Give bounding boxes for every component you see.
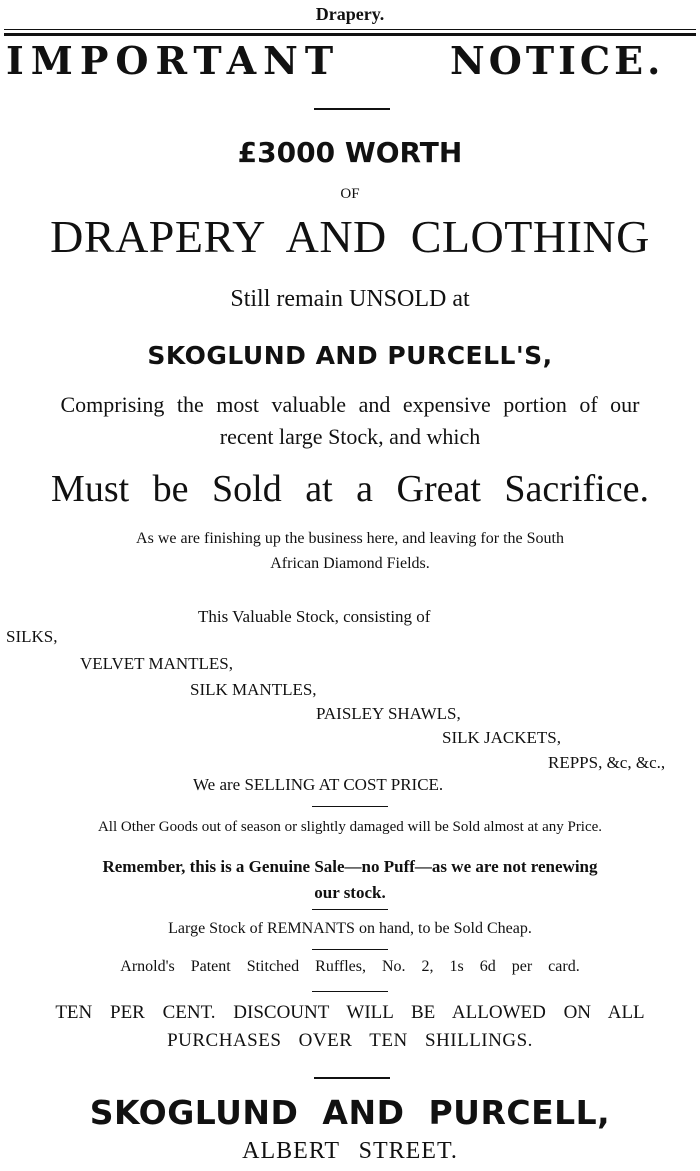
- valuable-text: This Valuable Stock, consisting of: [198, 607, 431, 626]
- top-rule-thick: [4, 33, 696, 36]
- item-repps: REPPS, &c, &c.,: [548, 753, 666, 772]
- top-rule: [4, 29, 696, 30]
- footer-street: ALBERT STREET.: [242, 1138, 458, 1164]
- divider-5: [312, 991, 388, 992]
- item-velvet-mantles: VELVET MANTLES,: [80, 654, 233, 673]
- selling-text: We are SELLING AT COST PRICE.: [193, 775, 444, 794]
- comprising-text: Comprising the most valuable and expensive portion of our: [60, 392, 640, 417]
- worth-heading: £3000 WORTH: [237, 136, 463, 169]
- drapery-heading: DRAPERY AND CLOTHING: [50, 211, 650, 262]
- item-silk-jackets: SILK JACKETS,: [442, 728, 562, 747]
- recent-text: recent large Stock, and which: [219, 424, 481, 449]
- footer-firm: SKOGLUND AND PURCELL,: [89, 1093, 611, 1132]
- firm-heading: SKOGLUND AND PURCELL'S,: [147, 341, 553, 370]
- finishing-text-1: As we are finishing up the business here, and leaving for the South: [136, 530, 564, 547]
- arnold-text: Arnold's Patent Stitched Ruffles, No. 2, 1s 6d per card.: [120, 958, 580, 975]
- notice-left: IMPORTANT: [6, 38, 341, 83]
- divider-6: [314, 1077, 390, 1079]
- divider-1: [314, 108, 390, 110]
- item-silks: SILKS,: [6, 627, 58, 646]
- remnants-text: Large Stock of REMNANTS on hand, to be Sold Cheap.: [168, 920, 532, 937]
- section-heading: Drapery.: [315, 4, 385, 24]
- divider-4: [312, 949, 388, 950]
- item-silk-mantles: SILK MANTLES,: [190, 680, 317, 699]
- discount-text-1: TEN PER CENT. DISCOUNT WILL BE ALLOWED ON ALL: [55, 1002, 645, 1023]
- divider-2: [312, 806, 388, 807]
- remember-text-2: our stock.: [314, 883, 386, 902]
- sacrifice-heading: Must be Sold at a Great Sacrifice.: [51, 468, 649, 510]
- remember-text-1: Remember, this is a Genuine Sale—no Puff—as we are not renewing: [102, 857, 598, 876]
- finishing-text-2: African Diamond Fields.: [270, 555, 430, 572]
- item-paisley-shawls: PAISLEY SHAWLS,: [316, 704, 461, 723]
- other-goods-text: All Other Goods out of season or slightly damaged will be Sold almost at any Price.: [97, 819, 603, 835]
- unsold-text: Still remain UNSOLD at: [230, 286, 470, 312]
- discount-text-2: PURCHASES OVER TEN SHILLINGS.: [167, 1030, 533, 1051]
- notice-right: NOTICE.: [450, 38, 665, 83]
- divider-3: [312, 909, 388, 910]
- of-text: OF: [340, 186, 360, 202]
